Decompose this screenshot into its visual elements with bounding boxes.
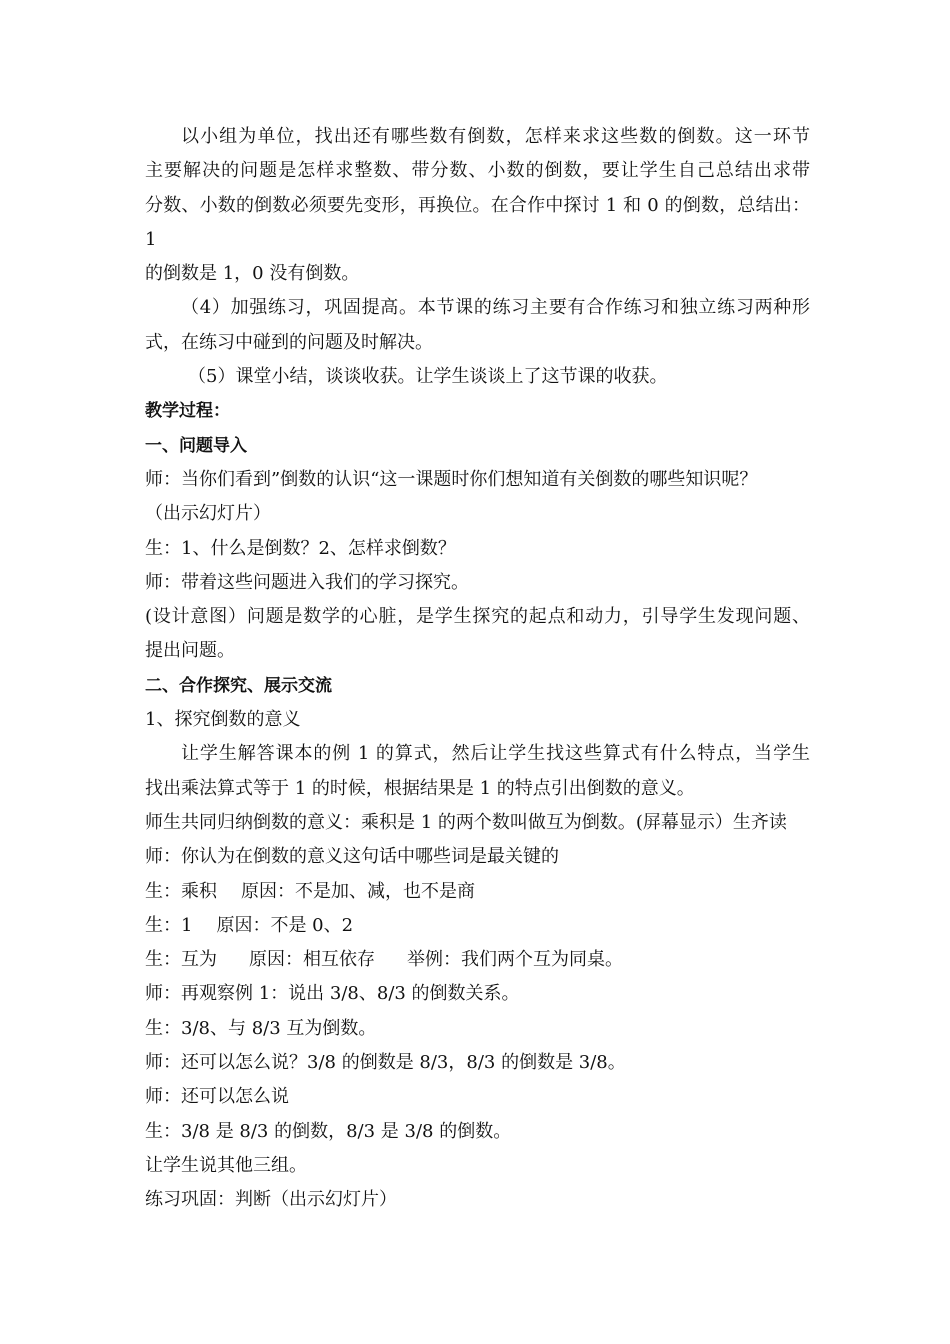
para2-line2: 式，在练习中碰到的问题及时解决。: [145, 331, 433, 353]
practice-line: 练习巩固：判断（出示幻灯片）: [145, 1189, 397, 1211]
heading-section1: 一、问题导入: [145, 435, 247, 456]
para1-line3: 分数、小数的倒数必须要先变形，再换位。在合作中探讨 1 和 0 的倒数，总结出：1: [145, 194, 810, 250]
para2-line1: （4）加强练习，巩固提高。本节课的练习主要有合作练习和独立练习两种形: [181, 297, 810, 319]
student-a1: 生：1、什么是倒数？2、怎样求倒数？: [145, 537, 456, 559]
design-line1: (设计意图）问题是数学的心脏，是学生探究的起点和动力，引导学生发现问题、: [145, 606, 810, 628]
student-b2-word: 生：1: [145, 914, 193, 936]
para-example-line1: 让学生解答课本的例 1 的算式，然后让学生找这些算式有什么特点，当学生: [181, 743, 810, 765]
student-c2: 生：3/8 是 8/3 的倒数，8/3 是 3/8 的倒数。: [145, 1120, 512, 1142]
heading-process: 教学过程：: [145, 401, 230, 422]
student-b2: [145, 909, 810, 943]
design-line2: 提出问题。: [145, 640, 235, 662]
student-b3-example: 举例：我们两个互为同桌。: [407, 949, 623, 971]
instruction-1: 让学生说其他三组。: [145, 1154, 307, 1176]
teacher-4: 师：再观察例 1：说出 3/8、8/3 的倒数关系。: [145, 983, 520, 1005]
teacher-3: 师：你认为在倒数的意义这句话中哪些词是最关键的: [145, 846, 559, 868]
document-body: [145, 120, 810, 1218]
student-b3-word: 生：互为: [145, 949, 217, 971]
teacher-6: 师：还可以怎么说: [145, 1086, 289, 1108]
student-b1-reason: 原因：不是加、减，也不是商: [241, 880, 475, 902]
para1-line4: 的倒数是 1，0 没有倒数。: [145, 263, 360, 285]
para3: （5）课堂小结，谈谈收获。让学生谈谈上了这节课的收获。: [188, 366, 668, 388]
student-b2-reason: 原因：不是 0、2: [216, 914, 354, 936]
student-b3: [145, 943, 810, 977]
student-b1-word: 生：乘积: [145, 880, 217, 902]
student-c1: 生：3/8、与 8/3 互为倒数。: [145, 1017, 377, 1039]
sub-heading-1: 1、探究倒数的意义: [145, 709, 301, 731]
para-example-line2: 找出乘法算式等于 1 的时候，根据结果是 1 的特点引出倒数的意义。: [145, 777, 695, 799]
teacher-2: 师：带着这些问题进入我们的学习探究。: [145, 571, 469, 593]
student-b3-reason: 原因：相互依存: [249, 949, 375, 971]
teacher-q1-line1: 师：当你们看到”倒数的认识“这一课题时你们想知道有关倒数的哪些知识呢？: [145, 468, 758, 490]
teacher-q1-line2: （出示幻灯片）: [145, 503, 271, 525]
summary-line: 师生共同归纳倒数的意义：乘积是 1 的两个数叫做互为倒数。(屏幕显示）生齐读: [145, 811, 787, 833]
para1-line2: 主要解决的问题是怎样求整数、带分数、小数的倒数，要让学生自己总结出求带: [145, 160, 810, 182]
teacher-5: 师：还可以怎么说？3/8 的倒数是 8/3，8/3 的倒数是 3/8。: [145, 1052, 626, 1074]
student-b1: [145, 875, 810, 909]
para1-line1: 以小组为单位，找出还有哪些数有倒数，怎样来求这些数的倒数。这一环节: [181, 126, 810, 147]
heading-section2: 二、合作探究、展示交流: [145, 675, 332, 696]
